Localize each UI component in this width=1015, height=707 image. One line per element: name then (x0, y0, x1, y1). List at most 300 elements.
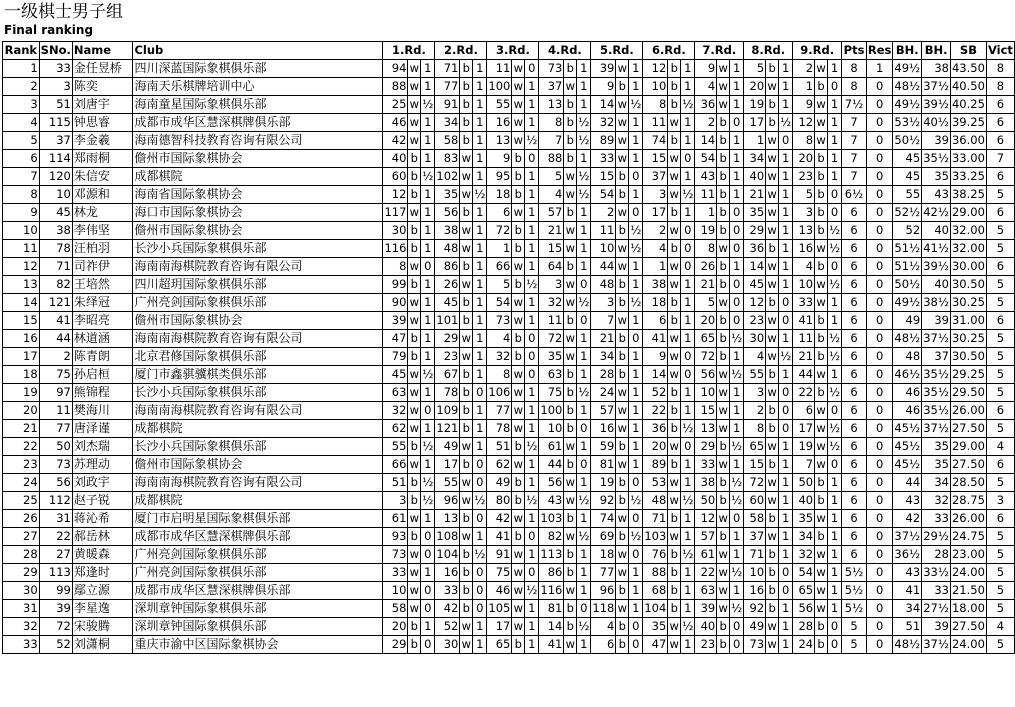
round-opponent-cell: 63 (539, 366, 564, 384)
round-opponent-cell: 55 (744, 366, 766, 384)
round-color-cell: w (766, 438, 779, 456)
round-result-cell: 0 (421, 636, 435, 654)
sb-cell: 40.50 (950, 78, 986, 96)
pts-cell: 6 (842, 546, 867, 564)
rank-cell: 13 (3, 276, 40, 294)
round-result-cell: 1 (525, 168, 539, 186)
round-opponent-cell: 121 (435, 420, 460, 438)
round-opponent-cell: 56 (695, 366, 717, 384)
round-opponent-cell: 102 (435, 168, 460, 186)
round-opponent-cell: 64 (539, 258, 564, 276)
round-opponent-cell: 20 (383, 618, 408, 636)
round-opponent-cell: 35 (435, 186, 460, 204)
res-cell: 1 (866, 60, 893, 78)
player-name-cell: 朱信安 (72, 168, 133, 186)
round-opponent-cell: 4 (487, 330, 512, 348)
round-color-cell: b (668, 240, 681, 258)
round-result-cell: 1 (681, 564, 695, 582)
round-result-cell: 1 (629, 438, 643, 456)
round-result-cell: 1 (681, 204, 695, 222)
round-opponent-cell: 30 (435, 636, 460, 654)
sno-cell: 114 (39, 150, 72, 168)
round-opponent-cell: 41 (539, 636, 564, 654)
round-color-cell: w (460, 348, 473, 366)
round-opponent-cell: 61 (695, 546, 717, 564)
player-name-cell: 李伟坚 (72, 222, 133, 240)
round-color-cell: w (766, 132, 779, 150)
round-result-cell: ½ (421, 366, 435, 384)
round-opponent-cell: 35 (793, 510, 815, 528)
rank-cell: 9 (3, 204, 40, 222)
round-result-cell: ½ (421, 96, 435, 114)
res-cell: 0 (866, 312, 893, 330)
res-cell: 0 (866, 528, 893, 546)
round-result-cell: ½ (828, 330, 842, 348)
round-result-cell: ½ (828, 276, 842, 294)
vict-cell: 6 (986, 204, 1014, 222)
round-result-cell: 1 (779, 456, 793, 474)
round-result-cell: 1 (779, 618, 793, 636)
round-opponent-cell: 10 (539, 420, 564, 438)
round-color-cell: b (766, 402, 779, 420)
table-row (3, 366, 1015, 384)
bh1-cell: 55 (893, 186, 922, 204)
rank-cell: 10 (3, 222, 40, 240)
round-result-cell: 1 (577, 438, 591, 456)
round-opponent-cell: 19 (695, 222, 717, 240)
round-result-cell: 1 (629, 402, 643, 420)
round-result-cell: 1 (473, 114, 487, 132)
round-result-cell: 1 (577, 78, 591, 96)
bh2-cell: 35½ (922, 402, 951, 420)
rank-cell: 3 (3, 96, 40, 114)
round-opponent-cell: 78 (487, 420, 512, 438)
rank-cell: 15 (3, 312, 40, 330)
round-opponent-cell: 11 (695, 186, 717, 204)
round-opponent-cell: 40 (793, 492, 815, 510)
player-name-cell: 鄢立源 (72, 582, 133, 600)
round-result-cell: 1 (421, 510, 435, 528)
round-result-cell: 1 (473, 312, 487, 330)
sno-cell: 112 (39, 492, 72, 510)
round-color-cell: b (668, 420, 681, 438)
round-color-cell: b (766, 60, 779, 78)
rank-cell: 26 (3, 510, 40, 528)
sb-cell: 27.50 (950, 618, 986, 636)
round-result-cell: 1 (421, 420, 435, 438)
rank-cell: 28 (3, 546, 40, 564)
round-color-cell: b (815, 348, 828, 366)
round-color-cell: b (766, 114, 779, 132)
round-color-cell: b (564, 456, 577, 474)
round-color-cell: b (564, 546, 577, 564)
round-opponent-cell: 18 (643, 294, 668, 312)
sno-cell: 71 (39, 258, 72, 276)
round-opponent-cell: 22 (695, 564, 717, 582)
vict-cell: 5 (986, 366, 1014, 384)
round-result-cell: 0 (730, 510, 744, 528)
vict-cell: 4 (986, 438, 1014, 456)
sb-cell: 24.75 (950, 528, 986, 546)
header-round: 4.Rd. (539, 42, 591, 60)
pts-cell: 7 (842, 150, 867, 168)
round-result-cell: 0 (681, 348, 695, 366)
round-result-cell: 1 (629, 420, 643, 438)
round-result-cell: 0 (473, 510, 487, 528)
club-cell: 广州亮剑国际象棋俱乐部 (133, 294, 383, 312)
rank-cell: 18 (3, 366, 40, 384)
pts-cell: 8 (842, 78, 867, 96)
round-result-cell: 1 (779, 366, 793, 384)
round-color-cell: w (766, 492, 779, 510)
round-color-cell: w (717, 96, 730, 114)
round-opponent-cell: 15 (695, 402, 717, 420)
round-color-cell: w (408, 384, 421, 402)
round-color-cell: b (460, 312, 473, 330)
pts-cell: 5½ (842, 564, 867, 582)
round-result-cell: 0 (421, 582, 435, 600)
sno-cell: 113 (39, 564, 72, 582)
round-opponent-cell: 14 (643, 366, 668, 384)
round-color-cell: b (668, 384, 681, 402)
round-color-cell: w (408, 510, 421, 528)
round-result-cell: 0 (730, 240, 744, 258)
player-name-cell: 蒋沁希 (72, 510, 133, 528)
round-opponent-cell: 75 (487, 564, 512, 582)
round-opponent-cell: 16 (435, 564, 460, 582)
table-row (3, 582, 1015, 600)
rank-cell: 21 (3, 420, 40, 438)
round-opponent-cell: 105 (487, 600, 512, 618)
round-result-cell: 0 (681, 222, 695, 240)
round-result-cell: 1 (525, 636, 539, 654)
bh1-cell: 37½ (893, 528, 922, 546)
round-opponent-cell: 30 (744, 330, 766, 348)
round-color-cell: w (512, 510, 525, 528)
pts-cell: 6 (842, 528, 867, 546)
round-opponent-cell: 99 (383, 276, 408, 294)
round-color-cell: b (668, 582, 681, 600)
round-result-cell: 0 (629, 618, 643, 636)
round-color-cell: w (408, 60, 421, 78)
sb-cell: 26.00 (950, 402, 986, 420)
round-opponent-cell: 30 (383, 222, 408, 240)
round-opponent-cell: 3 (591, 294, 616, 312)
round-result-cell: 1 (525, 546, 539, 564)
table-row (3, 312, 1015, 330)
header-pts: Pts (842, 42, 867, 60)
round-result-cell: ½ (730, 438, 744, 456)
round-color-cell: w (717, 60, 730, 78)
vict-cell: 5 (986, 276, 1014, 294)
round-color-cell: b (668, 132, 681, 150)
player-name-cell: 刘杰瑞 (72, 438, 133, 456)
sb-cell: 43.50 (950, 60, 986, 78)
round-result-cell: 1 (730, 168, 744, 186)
round-opponent-cell: 13 (435, 510, 460, 528)
round-color-cell: b (408, 528, 421, 546)
round-result-cell: 1 (525, 510, 539, 528)
player-name-cell: 林道涵 (72, 330, 133, 348)
rank-cell: 4 (3, 114, 40, 132)
round-opponent-cell: 83 (435, 150, 460, 168)
round-result-cell: 1 (421, 150, 435, 168)
round-opponent-cell: 8 (643, 96, 668, 114)
round-result-cell: 0 (730, 204, 744, 222)
vict-cell: 6 (986, 258, 1014, 276)
round-result-cell: 1 (473, 276, 487, 294)
round-result-cell: 1 (421, 60, 435, 78)
round-result-cell: 1 (681, 636, 695, 654)
round-result-cell: 1 (473, 222, 487, 240)
round-color-cell: w (512, 132, 525, 150)
round-color-cell: b (616, 492, 629, 510)
round-color-cell: w (668, 366, 681, 384)
round-opponent-cell: 17 (435, 456, 460, 474)
round-result-cell: 1 (421, 222, 435, 240)
round-result-cell: 1 (525, 204, 539, 222)
round-result-cell: 0 (629, 474, 643, 492)
round-opponent-cell: 68 (643, 582, 668, 600)
round-opponent-cell: 41 (643, 330, 668, 348)
pts-cell: 5½ (842, 600, 867, 618)
table-row (3, 258, 1015, 276)
table-row (3, 438, 1015, 456)
round-result-cell: ½ (525, 582, 539, 600)
round-color-cell: w (717, 600, 730, 618)
round-result-cell: 1 (681, 330, 695, 348)
round-opponent-cell: 21 (744, 186, 766, 204)
round-opponent-cell: 51 (487, 438, 512, 456)
round-color-cell: w (512, 564, 525, 582)
round-opponent-cell: 58 (383, 600, 408, 618)
round-opponent-cell: 32 (539, 294, 564, 312)
round-opponent-cell: 74 (643, 132, 668, 150)
round-opponent-cell: 58 (744, 510, 766, 528)
round-result-cell: 1 (828, 528, 842, 546)
round-color-cell: w (815, 366, 828, 384)
round-color-cell: b (717, 474, 730, 492)
round-result-cell: 1 (577, 474, 591, 492)
round-result-cell: 1 (779, 240, 793, 258)
round-color-cell: w (668, 258, 681, 276)
sb-cell: 33.00 (950, 150, 986, 168)
vict-cell: 3 (986, 492, 1014, 510)
round-opponent-cell: 2 (643, 222, 668, 240)
round-opponent-cell: 10 (744, 564, 766, 582)
round-result-cell: 1 (421, 456, 435, 474)
round-result-cell: 1 (779, 78, 793, 96)
sb-cell: 30.50 (950, 276, 986, 294)
res-cell: 0 (866, 186, 893, 204)
round-color-cell: b (564, 132, 577, 150)
round-result-cell: 1 (730, 60, 744, 78)
sno-cell: 120 (39, 168, 72, 186)
vict-cell: 6 (986, 312, 1014, 330)
round-opponent-cell: 50 (695, 492, 717, 510)
bh2-cell: 35½ (922, 366, 951, 384)
sno-cell: 3 (39, 78, 72, 96)
sb-cell: 39.25 (950, 114, 986, 132)
round-opponent-cell: 1 (487, 240, 512, 258)
rank-cell: 8 (3, 186, 40, 204)
round-result-cell: 1 (730, 132, 744, 150)
round-color-cell: w (460, 222, 473, 240)
club-cell: 四川超玥国际象棋俱乐部 (133, 276, 383, 294)
round-color-cell: b (408, 438, 421, 456)
round-opponent-cell: 22 (793, 384, 815, 402)
round-opponent-cell: 54 (591, 186, 616, 204)
round-color-cell: w (815, 60, 828, 78)
round-result-cell: 1 (473, 366, 487, 384)
round-opponent-cell: 1 (643, 258, 668, 276)
round-color-cell: w (408, 258, 421, 276)
round-result-cell: 1 (730, 150, 744, 168)
round-color-cell: b (668, 546, 681, 564)
round-color-cell: w (512, 60, 525, 78)
round-opponent-cell: 60 (744, 492, 766, 510)
round-result-cell: 1 (525, 384, 539, 402)
table-row (3, 150, 1015, 168)
res-cell: 0 (866, 240, 893, 258)
rank-cell: 29 (3, 564, 40, 582)
round-color-cell: b (766, 546, 779, 564)
round-opponent-cell: 47 (643, 636, 668, 654)
res-cell: 0 (866, 564, 893, 582)
round-result-cell: 1 (779, 222, 793, 240)
round-opponent-cell: 50 (793, 474, 815, 492)
header-sb: SB (950, 42, 986, 60)
round-opponent-cell: 55 (487, 96, 512, 114)
round-color-cell: b (564, 96, 577, 114)
round-result-cell: 0 (681, 366, 695, 384)
round-color-cell: b (717, 150, 730, 168)
bh1-cell: 43 (893, 564, 922, 582)
round-result-cell: 1 (629, 348, 643, 366)
round-opponent-cell: 96 (435, 492, 460, 510)
table-row (3, 168, 1015, 186)
round-result-cell: 1 (681, 600, 695, 618)
round-color-cell: w (766, 348, 779, 366)
bh2-cell: 33½ (922, 564, 951, 582)
res-cell: 0 (866, 582, 893, 600)
round-result-cell: 1 (421, 384, 435, 402)
round-opponent-cell: 2 (695, 114, 717, 132)
sb-cell: 33.25 (950, 168, 986, 186)
round-result-cell: 0 (421, 402, 435, 420)
round-result-cell: 1 (421, 294, 435, 312)
round-opponent-cell: 29 (695, 438, 717, 456)
round-result-cell: 0 (779, 312, 793, 330)
pts-cell: 7½ (842, 96, 867, 114)
round-color-cell: b (815, 618, 828, 636)
round-opponent-cell: 40 (383, 150, 408, 168)
round-color-cell: b (460, 258, 473, 276)
rank-cell: 11 (3, 240, 40, 258)
round-result-cell: ½ (681, 96, 695, 114)
round-color-cell: w (766, 474, 779, 492)
vict-cell: 5 (986, 420, 1014, 438)
round-result-cell: 1 (421, 78, 435, 96)
round-color-cell: w (512, 258, 525, 276)
sno-cell: 78 (39, 240, 72, 258)
round-opponent-cell: 46 (487, 582, 512, 600)
round-result-cell: ½ (577, 618, 591, 636)
ranking-table-container (2, 41, 1015, 654)
round-opponent-cell: 81 (539, 600, 564, 618)
round-opponent-cell: 35 (744, 204, 766, 222)
round-opponent-cell: 36 (695, 96, 717, 114)
round-color-cell: b (766, 600, 779, 618)
round-color-cell: w (815, 600, 828, 618)
bh2-cell: 40 (922, 276, 951, 294)
sb-cell: 30.00 (950, 258, 986, 276)
round-opponent-cell: 3 (539, 276, 564, 294)
round-result-cell: 1 (779, 636, 793, 654)
bh2-cell: 41½ (922, 240, 951, 258)
round-result-cell: 1 (629, 384, 643, 402)
round-result-cell: 0 (779, 294, 793, 312)
round-result-cell: ½ (473, 492, 487, 510)
res-cell: 0 (866, 330, 893, 348)
round-color-cell: b (815, 258, 828, 276)
round-result-cell: ½ (681, 492, 695, 510)
sno-cell: 50 (39, 438, 72, 456)
round-color-cell: w (766, 312, 779, 330)
round-result-cell: 1 (525, 456, 539, 474)
round-opponent-cell: 71 (643, 510, 668, 528)
player-name-cell: 陈奕 (72, 78, 133, 96)
round-opponent-cell: 38 (643, 276, 668, 294)
round-color-cell: b (766, 456, 779, 474)
vict-cell: 8 (986, 60, 1014, 78)
round-result-cell: ½ (525, 492, 539, 510)
round-result-cell: ½ (577, 114, 591, 132)
round-result-cell: 0 (828, 258, 842, 276)
round-opponent-cell: 33 (383, 564, 408, 582)
round-result-cell: 0 (828, 402, 842, 420)
round-opponent-cell: 41 (793, 312, 815, 330)
round-result-cell: ½ (629, 294, 643, 312)
round-opponent-cell: 69 (591, 528, 616, 546)
sno-cell: 73 (39, 456, 72, 474)
club-cell: 儋州市国际象棋协会 (133, 150, 383, 168)
round-color-cell: w (564, 474, 577, 492)
round-color-cell: b (717, 168, 730, 186)
pts-cell: 6 (842, 348, 867, 366)
round-color-cell: b (815, 186, 828, 204)
round-opponent-cell: 2 (793, 60, 815, 78)
round-color-cell: b (717, 312, 730, 330)
round-color-cell: b (460, 114, 473, 132)
round-opponent-cell: 118 (591, 600, 616, 618)
round-opponent-cell: 73 (383, 546, 408, 564)
sb-cell: 26.00 (950, 510, 986, 528)
round-result-cell: 1 (828, 132, 842, 150)
round-result-cell: 0 (421, 258, 435, 276)
round-opponent-cell: 15 (643, 150, 668, 168)
sb-cell: 31.00 (950, 312, 986, 330)
round-color-cell: b (460, 456, 473, 474)
round-opponent-cell: 65 (695, 330, 717, 348)
round-result-cell: 0 (730, 636, 744, 654)
round-color-cell: w (408, 78, 421, 96)
round-result-cell: 0 (421, 546, 435, 564)
round-result-cell: ½ (421, 492, 435, 510)
res-cell: 0 (866, 294, 893, 312)
round-color-cell: b (408, 492, 421, 510)
round-result-cell: ½ (577, 168, 591, 186)
